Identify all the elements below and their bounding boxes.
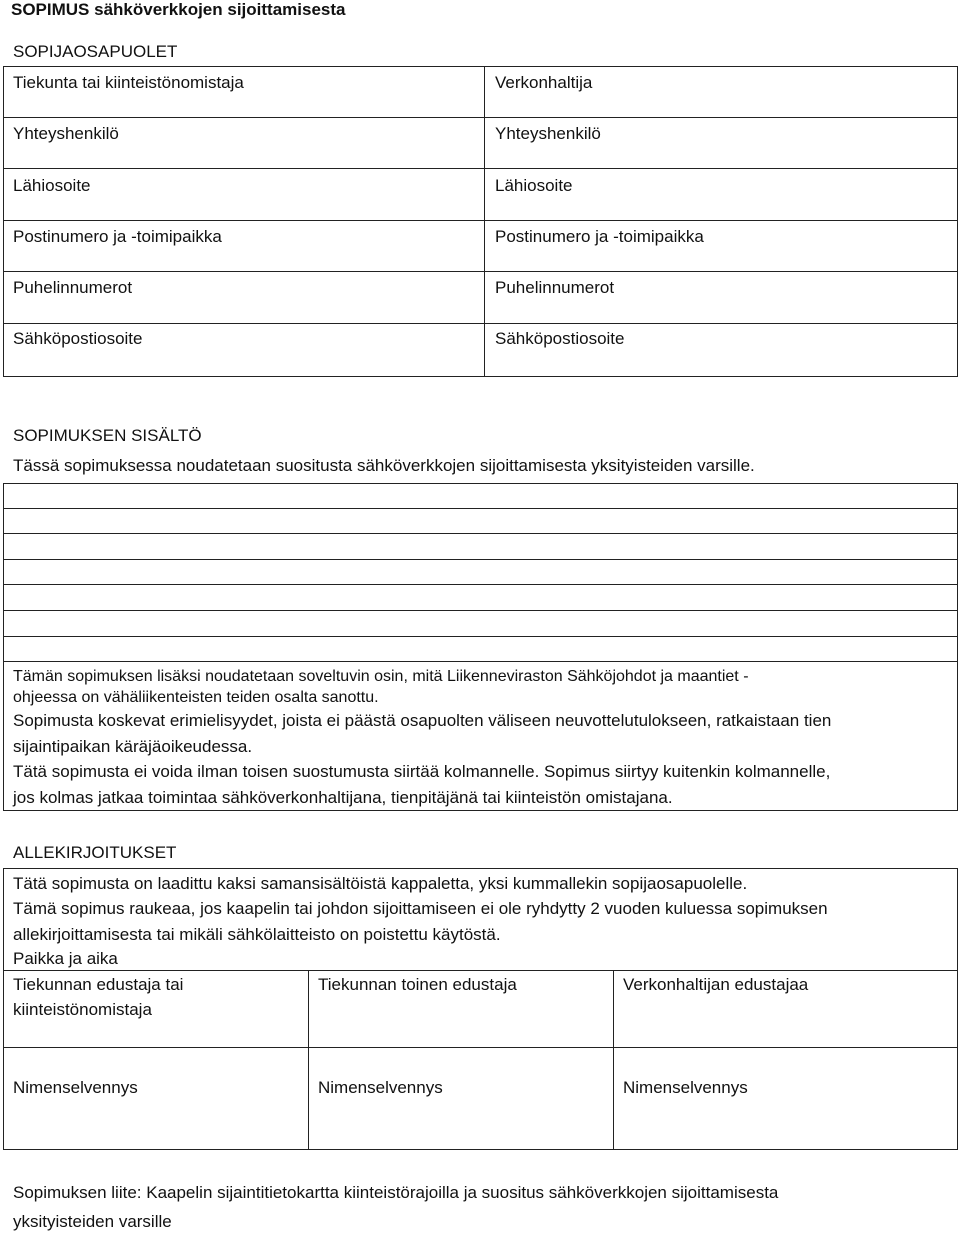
signature-col2-label: Tiekunnan toinen edustaja: [318, 975, 517, 994]
name-clarification-2: Nimenselvennys: [318, 1078, 443, 1097]
party-right-phone: Puhelinnumerot: [495, 278, 615, 297]
signatures-expiry-line-1: Tämä sopimus raukeaa, jos kaapelin tai johdon sijoittamiseen ei ole ryhdytty 2 vuoden kuluessa sopimuksen: [13, 899, 828, 918]
parties-divider: [484, 66, 485, 377]
parties-heading: SOPIJAOSAPUOLET: [13, 42, 178, 61]
party-left-postal: Postinumero ja -toimipaikka: [13, 227, 222, 246]
party-left-owner: Tiekunta tai kiinteistönomistaja: [13, 73, 244, 92]
party-right-email: Sähköpostiosoite: [495, 329, 625, 348]
content-transfer-line-1: Tätä sopimusta ei voida ilman toisen suostumusta siirtää kolmannelle. Sopimus siirtyy kuitenkin kolmannelle,: [13, 762, 831, 781]
party-left-address: Lähiosoite: [13, 176, 91, 195]
signature-col3-label: Verkonhaltijan edustajaa: [623, 975, 809, 994]
signature-col1-label-line-1: Tiekunnan edustaja tai: [13, 975, 184, 994]
signatures-expiry-line-2: allekirjoittamisesta tai mikäli sähkölaitteisto on poistettu käytöstä.: [13, 925, 501, 944]
content-extra-line-2: ohjeessa on vähäliikenteisten teiden osalta sanottu.: [13, 689, 379, 706]
content-intro: Tässä sopimuksessa noudatetaan suositusta sähköverkkojen sijoittamisesta yksityisteiden varsille.: [13, 456, 755, 475]
content-heading: SOPIMUKSEN SISÄLTÖ: [13, 426, 202, 445]
attachment-line-1: Sopimuksen liite: Kaapelin sijaintitietokartta kiinteistörajoilla ja suositus sähköverkkojen sijoittamisesta: [13, 1183, 779, 1202]
content-extra-line-1: Tämän sopimuksen lisäksi noudatetaan soveltuvin osin, mitä Liikenneviraston Sähköjohdot ja maantiet -: [13, 668, 749, 685]
content-transfer-line-2: jos kolmas jatkaa toimintaa sähköverkonhaltijana, tienpitäjänä tai kiinteistön omistajana.: [13, 788, 673, 807]
party-right-address: Lähiosoite: [495, 176, 573, 195]
attachment-line-2: yksityisteiden varsille: [13, 1212, 172, 1231]
signatures-copies: Tätä sopimusta on laadittu kaksi samansisältöistä kappaletta, yksi kummallekin sopijaosapuolelle.: [13, 874, 748, 893]
party-right-postal: Postinumero ja -toimipaikka: [495, 227, 704, 246]
content-disputes-line-2: sijaintipaikan käräjäoikeudessa.: [13, 737, 253, 756]
party-left-email: Sähköpostiosoite: [13, 329, 143, 348]
document-title: SOPIMUS sähköverkkojen sijoittamisesta: [11, 0, 346, 19]
parties-table: [3, 66, 958, 377]
signature-col1-label-line-2: kiinteistönomistaja: [13, 1000, 152, 1019]
party-right-operator: Verkonhaltija: [495, 73, 593, 92]
signatures-heading: ALLEKIRJOITUKSET: [13, 843, 177, 862]
name-clarification-3: Nimenselvennys: [623, 1078, 748, 1097]
content-disputes-line-1: Sopimusta koskevat erimielisyydet, joista ei päästä osapuolten väliseen neuvottelutulokseen, ratkaistaan tien: [13, 711, 832, 730]
party-left-phone: Puhelinnumerot: [13, 278, 133, 297]
name-clarification-1: Nimenselvennys: [13, 1078, 138, 1097]
signatures-place-time: Paikka ja aika: [13, 949, 118, 968]
party-left-contact: Yhteyshenkilö: [13, 124, 119, 143]
party-right-contact: Yhteyshenkilö: [495, 124, 601, 143]
